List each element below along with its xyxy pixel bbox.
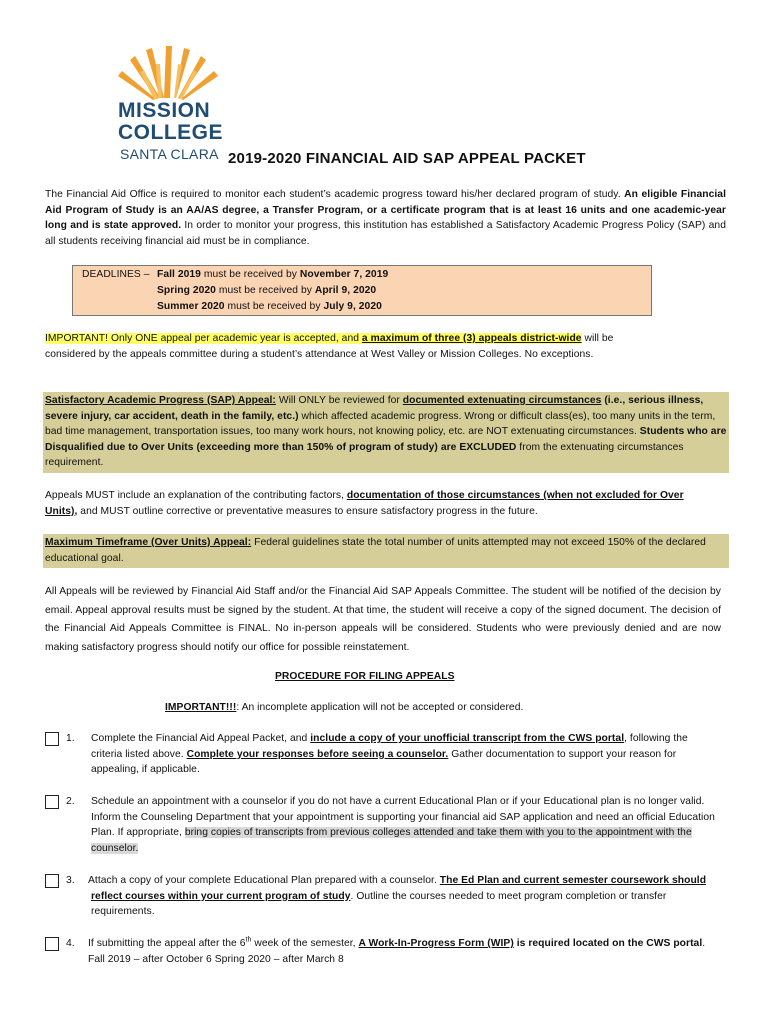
step-3-number: 3. [66, 875, 75, 886]
deadline-spring [157, 283, 376, 299]
sap-examples: (i.e., serious illness, severe injury, car accident, death in the family, etc.) [45, 395, 704, 422]
step-1-complete-responses: Complete your responses before seeing a counselor. [186, 748, 449, 760]
page-title: 2019-2020 FINANCIAL AID SAP APPEAL PACKET [228, 150, 586, 167]
step-3-checkbox[interactable] [45, 874, 59, 888]
step-2-text [91, 794, 717, 856]
step-2-number: 2. [66, 796, 75, 807]
step-2-checkbox[interactable] [45, 795, 59, 809]
college-logo [112, 44, 222, 168]
deadlines-label: DEADLINES – [82, 269, 150, 280]
sap-appeal-label: Satisfactory Academic Progress (SAP) Appeal: [45, 395, 276, 406]
step-4-wip-form: A Work-In-Progress Form (WIP) [358, 938, 514, 949]
step-2-bring-transcripts: bring copies of transcripts from previous colleges attended and take them with you to the appointment with the counselor. [91, 827, 692, 854]
deadline-summer-term: Summer 2020 [157, 301, 225, 312]
step-1-checkbox[interactable] [45, 732, 59, 746]
sunburst-icon [116, 44, 220, 100]
step-1-number: 1. [66, 733, 75, 744]
intro-text-1: The Financial Aid Office is required to monitor each student’s academic progress toward his/her declared program of study. [45, 189, 625, 200]
procedure-important-label: IMPORTANT!!! [165, 702, 237, 713]
important-text-1: IMPORTANT! Only ONE appeal per academic year is accepted, and [45, 333, 362, 344]
deadline-summer [157, 299, 382, 315]
step-4-required: is required located on the CWS portal [513, 938, 703, 949]
procedure-important [165, 700, 523, 716]
important-notice [45, 331, 655, 362]
deadline-fall-term: Fall 2019 [157, 269, 201, 280]
step-1-text-e: Gather documentation to support your reason for appealing, if applicable. [91, 748, 677, 776]
step-1-transcript: include a copy of your unofficial transcript from the CWS portal [310, 733, 625, 744]
deadline-spring-term: Spring 2020 [157, 285, 216, 296]
sap-text-2: Will ONLY be reviewed for [275, 395, 403, 406]
deadline-spring-mid: must be received by [215, 285, 315, 296]
sap-text-5: which affected academic progress. Wrong or difficult class(es), too many units in the term, bad time management, transportation issues, too many work hours, not knowing policy, etc. are NOT extenuating circumstances. [45, 410, 716, 438]
step-4-text-b: week of the semester, [251, 938, 359, 949]
sap-extenuating: documented extenuating circumstances [402, 395, 602, 406]
intro-text-3: In order to monitor your progress, this institution has established a Satisfactory Academic Progress Policy (SAP) and all students receiving financial aid must be in compliance. [45, 220, 726, 247]
review-paragraph: All Appeals will be reviewed by Financial Aid Staff and/or the Financial Aid SAP Appeals Committee. The student will be notified of the decision by email. Appeal approval results must be signed by the student. At that time, the student will receive a copy of the signed document. The decision of the Financial Aid Appeals Committee is FINAL. No in-person appeals will be considered. Students who were previously denied and are now making satisfactory progress should notify our office for possible reinstatement. [45, 586, 721, 653]
logo-line-santa-clara: SANTA CLARA [120, 146, 219, 162]
max-timeframe-text: Federal guidelines state the total number of units attempted may not exceed 150% of the declared educational goal. [45, 537, 706, 564]
step-4-text-e: . Fall 2019 – after October 6 Spring 2020 – after March 8 [88, 938, 706, 965]
procedure-important-text: : An incomplete application will not be accepted or considered. [236, 702, 524, 713]
intro-text-bold: An eligible Financial Aid Program of Study is an AA/AS degree, a Transfer Program, or a certificate program that is at least 16 units and one academic-year long and is state approved. [45, 189, 726, 232]
logo-line-college: COLLEGE [118, 121, 224, 144]
deadline-fall-date: November 7, 2019 [299, 269, 389, 280]
step-4-number: 4. [66, 938, 75, 949]
step-3-ed-plan: The Ed Plan and current semester coursework should reflect courses within your current program of study [91, 875, 707, 902]
max-timeframe-label: Maximum Timeframe (Over Units) Appeal: [45, 537, 252, 548]
sap-appeal-paragraph [43, 392, 729, 473]
deadline-fall [157, 267, 388, 283]
sap-excluded: Students who are Disqualified due to Over Units (exceeding more than 150% of program of study) are EXCLUDED [45, 426, 727, 453]
logo-line-mission: MISSION [118, 99, 211, 122]
step-4-sup: th [245, 936, 252, 944]
step-2-text-a: Schedule an appointment with a counselor if you do not have a current Educational Plan or if your Educational plan is no longer valid. Inform the Counseling Department that your appointment is supporting your financial aid SAP application and need an official Education Plan. If appropriate, [91, 796, 715, 839]
deadline-fall-mid: must be received by [200, 269, 300, 280]
deadline-summer-mid: must be received by [224, 301, 324, 312]
appeals-must-documentation: documentation of those circumstances (when not excluded for Over Units), [45, 490, 684, 517]
important-text-3: will be considered by the appeals committee during a student’s attendance at West Valley or Mission Colleges. No exceptions. [45, 333, 614, 360]
deadline-summer-date: July 9, 2020 [323, 301, 382, 312]
max-timeframe-paragraph [43, 534, 729, 568]
step-1-text-a: Complete the Financial Aid Appeal Packet, and [91, 733, 311, 744]
appeals-must-text-3: and MUST outline corrective or preventative measures to ensure satisfactory progress in the future. [77, 505, 538, 517]
deadlines-box [72, 265, 652, 316]
step-3-text-a: Attach a copy of your complete Educational Plan prepared with a counselor. [88, 875, 440, 886]
step-1-text-c: , following the criteria listed above. [91, 733, 688, 760]
step-1-text [91, 731, 721, 778]
appeals-must-paragraph [45, 488, 715, 519]
step-4-text [88, 936, 722, 967]
important-text-max-appeals: a maximum of three (3) appeals district-wide [361, 333, 582, 344]
appeals-must-text-1: Appeals MUST include an explanation of the contributing factors, [45, 490, 347, 501]
sap-text-7: from the extenuating circumstances requirement. [45, 441, 684, 469]
intro-paragraph [45, 187, 726, 249]
deadline-spring-date: April 9, 2020 [314, 285, 377, 296]
step-4-checkbox[interactable] [45, 937, 59, 951]
step-3-text-c: . Outline the courses needed to meet program completion or transfer requirements. [91, 890, 667, 918]
step-3-text [88, 873, 725, 920]
step-4-text-a: If submitting the appeal after the 6 [88, 938, 246, 949]
procedure-heading: PROCEDURE FOR FILING APPEALS [275, 671, 455, 682]
